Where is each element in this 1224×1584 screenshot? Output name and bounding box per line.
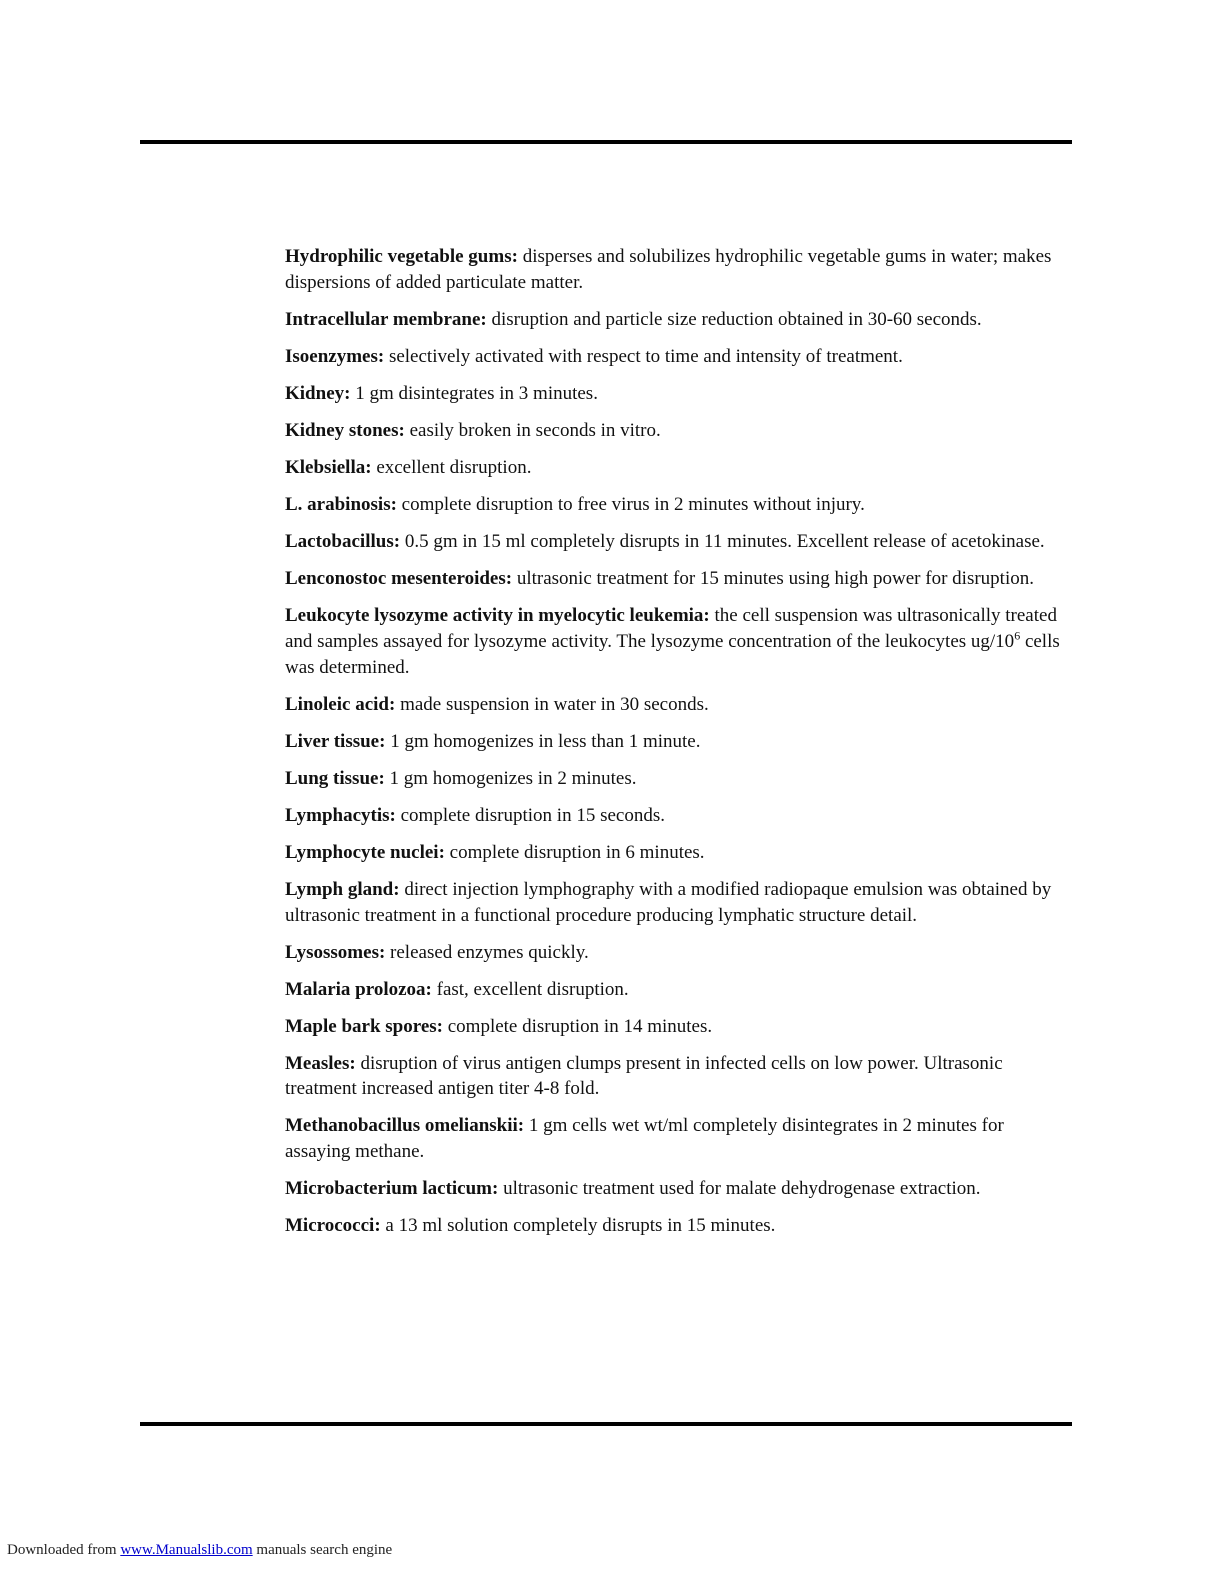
entry-klebsiella <box>285 455 1070 481</box>
entry-text: easily broken in seconds in vitro. <box>409 419 661 441</box>
entry-kidney-stones <box>285 418 1070 444</box>
entry-lysossomes <box>285 940 1070 966</box>
entry-term: Micrococci: <box>285 1214 381 1236</box>
footer-prefix: Downloaded from <box>7 1542 117 1558</box>
footer-rule <box>140 1422 1072 1426</box>
entry-text: disperses and solubilizes hydrophilic vegetable gums in water; makes dispersions of added particulate matter. <box>285 246 1052 293</box>
entry-text: excellent disruption. <box>376 456 532 478</box>
entry-term: Methanobacillus omelianskii: <box>285 1115 525 1136</box>
entry-term: Linoleic acid: <box>285 694 396 715</box>
entry-term: Maple bark spores: <box>285 1015 443 1037</box>
entry-list <box>285 244 1070 1250</box>
entry-term: Lenconostoc mesenteroides: <box>285 567 513 589</box>
entry-term: L. arabinosis: <box>285 493 397 515</box>
entry-term: Klebsiella: <box>285 456 372 478</box>
entry-text: 1 gm disintegrates in 3 minutes. <box>355 382 598 404</box>
superscript: 6 <box>1014 628 1021 643</box>
entry-kidney <box>285 381 1070 407</box>
entry-micrococci <box>285 1213 1070 1239</box>
entry-text: 1 gm homogenizes in 2 minutes. <box>389 768 637 789</box>
entry-intracellular-membrane <box>285 307 1070 333</box>
entry-term: Kidney stones: <box>285 419 405 441</box>
entry-text: disruption of virus antigen clumps present in infected cells on low power. Ultrasonic treatment increased antigen titer 4-8 fold. <box>285 1052 1003 1099</box>
entry-term: Hydrophilic vegetable gums: <box>285 246 518 267</box>
entry-term: Isoenzymes: <box>285 345 385 367</box>
entry-term: Intracellular membrane: <box>285 308 487 330</box>
entry-microbacterium-lacticum <box>285 1176 1070 1202</box>
entry-text: the cell suspension was ultrasonically treated and samples assayed for lysozyme activity. The lysozyme concentration of the leukocytes ug/10 <box>285 604 1057 652</box>
entry-malaria-prolozoa <box>285 977 1070 1003</box>
entry-text: 0.5 gm in 15 ml completely disrupts in 11 minutes. Excellent release of acetokinase. <box>404 530 1045 552</box>
entry-lymphacytis <box>285 803 1070 829</box>
entry-text: fast, excellent disruption. <box>436 978 629 1000</box>
entry-text: complete disruption to free virus in 2 minutes without injury. <box>401 493 865 515</box>
entry-term: Lysossomes: <box>285 941 386 963</box>
entry-term: Lactobacillus: <box>285 530 401 552</box>
entry-term: Leukocyte lysozyme activity in myelocytic leukemia: <box>285 604 710 626</box>
entry-text-after: cells was determined. <box>285 630 1060 678</box>
entry-liver-tissue <box>285 729 1070 755</box>
entry-lenconostoc-mesenteroides <box>285 566 1070 592</box>
entry-term: Liver tissue: <box>285 731 386 752</box>
entry-measles <box>285 1051 1070 1102</box>
entry-methanobacillus-omelianskii <box>285 1113 1070 1164</box>
entry-text: complete disruption in 15 seconds. <box>400 805 665 826</box>
manualslib-link[interactable]: www.Manualslib.com <box>120 1542 253 1558</box>
entry-text: 1 gm homogenizes in less than 1 minute. <box>390 731 701 752</box>
entry-lactobacillus <box>285 529 1070 555</box>
footer-suffix: manuals search engine <box>256 1542 393 1558</box>
entry-term: Malaria prolozoa: <box>285 978 432 1000</box>
entry-l-arabinosis <box>285 492 1070 518</box>
entry-lymph-gland <box>285 877 1070 928</box>
entry-text: released enzymes quickly. <box>390 941 589 963</box>
entry-text: complete disruption in 6 minutes. <box>449 842 705 863</box>
entry-text: ultrasonic treatment for 15 minutes using high power for disruption. <box>516 567 1034 589</box>
entry-text: 1 gm cells wet wt/ml completely disintegrates in 2 minutes for assaying methane. <box>285 1115 1004 1162</box>
entry-linoleic-acid <box>285 692 1070 718</box>
entry-hydrophilic-vegetable-gums <box>285 244 1070 295</box>
entry-leukocyte-lysozyme <box>285 603 1070 681</box>
entry-lung-tissue <box>285 766 1070 792</box>
entry-text: made suspension in water in 30 seconds. <box>400 694 709 715</box>
entry-text: ultrasonic treatment used for malate dehydrogenase extraction. <box>503 1177 981 1199</box>
entry-term: Measles: <box>285 1052 356 1074</box>
entry-lymphocyte-nuclei <box>285 840 1070 866</box>
entry-text: direct injection lymphography with a modified radiopaque emulsion was obtained by ultrasonic treatment in a functional procedure producing lymphatic structure detail. <box>285 879 1052 926</box>
entry-term: Kidney: <box>285 382 351 404</box>
entry-maple-bark-spores <box>285 1014 1070 1040</box>
entry-term: Lymphacytis: <box>285 805 396 826</box>
entry-term: Lung tissue: <box>285 768 385 789</box>
entry-text: a 13 ml solution completely disrupts in 15 minutes. <box>385 1214 776 1236</box>
download-footer <box>7 1542 392 1559</box>
header-rule <box>140 140 1072 144</box>
entry-text: complete disruption in 14 minutes. <box>447 1015 713 1037</box>
entry-term: Lymphocyte nuclei: <box>285 842 445 863</box>
entry-term: Lymph gland: <box>285 879 400 900</box>
entry-text: disruption and particle size reduction obtained in 30-60 seconds. <box>491 308 982 330</box>
entry-term: Microbacterium lacticum: <box>285 1177 499 1199</box>
entry-isoenzymes <box>285 344 1070 370</box>
entry-text: selectively activated with respect to time and intensity of treatment. <box>388 345 903 367</box>
